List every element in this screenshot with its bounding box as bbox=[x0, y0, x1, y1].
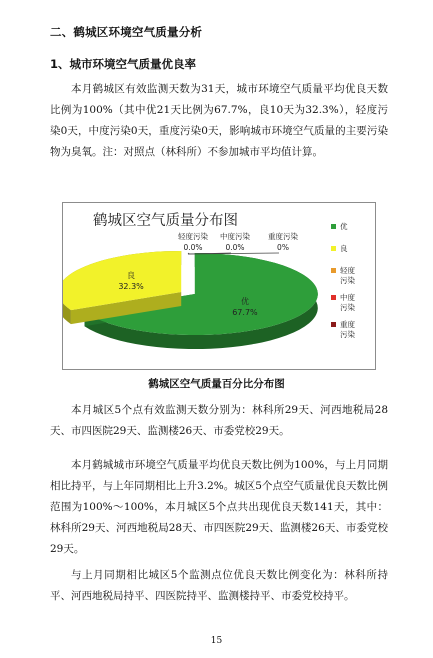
legend-label: 良 bbox=[340, 244, 348, 253]
legend-label: 污染 bbox=[340, 276, 355, 285]
page-number: 15 bbox=[210, 636, 223, 646]
paragraph-air-quality-summary: 本月鹤城区有效监测天数为31天，城市环境空气质量平均优良天数比例为100%（其中优21天比例为67.7%，良10天为32.3%），轻度污染0天，中度污染0天，重度污染0天，影响城市环境空气质量的主要污染物为臭氧。注：对照点（林科所）不参加城市平均值计算。 bbox=[50, 83, 388, 158]
pie-callout-category: 轻度污染 bbox=[178, 232, 208, 241]
legend-swatch bbox=[331, 295, 336, 300]
paragraph-monitoring-days: 本月城区5个点有效监测天数分别为：林科所29天、河西地税局28天、市四医院29天、监测楼26天、市委党校29天。 bbox=[50, 404, 388, 437]
chart-legend bbox=[331, 221, 355, 339]
pie-label-category: 良 bbox=[127, 271, 136, 281]
pie-label-category: 优 bbox=[240, 296, 249, 306]
pie-label-value: 67.7% bbox=[232, 307, 258, 317]
legend-swatch bbox=[331, 268, 336, 273]
legend-item bbox=[331, 221, 348, 231]
section-title: 二、鹤城区环境空气质量分析 bbox=[50, 25, 203, 39]
legend-swatch bbox=[331, 322, 336, 327]
legend-label: 污染 bbox=[340, 330, 355, 339]
paragraph-good-day-ratio: 本月鹤城城市环境空气质量平均优良天数比例为100%，与上月同期相比持平，与上年同期相比上升3.2%。城区5个点空气质量优良天数比例范围为100%～100%，本月城区5个点共出现优良天数141天，其中：林科所29天、河西地税局28天、市四医院29天、监测楼26天、市委党校29天。 bbox=[50, 459, 388, 555]
subsection-title: 1、城市环境空气质量优良率 bbox=[50, 57, 197, 71]
legend-item bbox=[331, 265, 355, 285]
legend-swatch bbox=[331, 224, 336, 229]
pie-callout-category: 中度污染 bbox=[220, 232, 250, 241]
pie-chart bbox=[63, 203, 375, 369]
legend-label: 重度 bbox=[340, 320, 355, 329]
pie-chart-frame bbox=[62, 202, 376, 370]
legend-item bbox=[331, 243, 348, 253]
pie-label-value: 32.3% bbox=[118, 282, 144, 292]
legend-label: 中度 bbox=[340, 293, 355, 302]
chart-title: 鹤城区空气质量分布图 bbox=[93, 213, 238, 229]
pie-callout-value: 0.0% bbox=[225, 243, 245, 252]
pie-callout-value: 0% bbox=[277, 243, 289, 252]
figure-caption: 鹤城区空气质量百分比分布图 bbox=[148, 378, 285, 390]
legend-label: 优 bbox=[340, 222, 348, 231]
legend-label: 污染 bbox=[340, 303, 355, 312]
paragraph-month-comparison: 与上月同期相比城区5个监测点位优良天数比例变化为：林科所持平、河西地税局持平、四医院持平、监测楼持平、市委党校持平。 bbox=[50, 569, 388, 602]
legend-item bbox=[331, 292, 355, 312]
legend-label: 轻度 bbox=[340, 266, 355, 275]
pie-callout-value: 0.0% bbox=[183, 243, 203, 252]
legend-swatch bbox=[331, 246, 336, 251]
pie-callout-category: 重度污染 bbox=[268, 232, 298, 241]
pie-slices bbox=[63, 251, 318, 349]
legend-item bbox=[331, 319, 355, 339]
